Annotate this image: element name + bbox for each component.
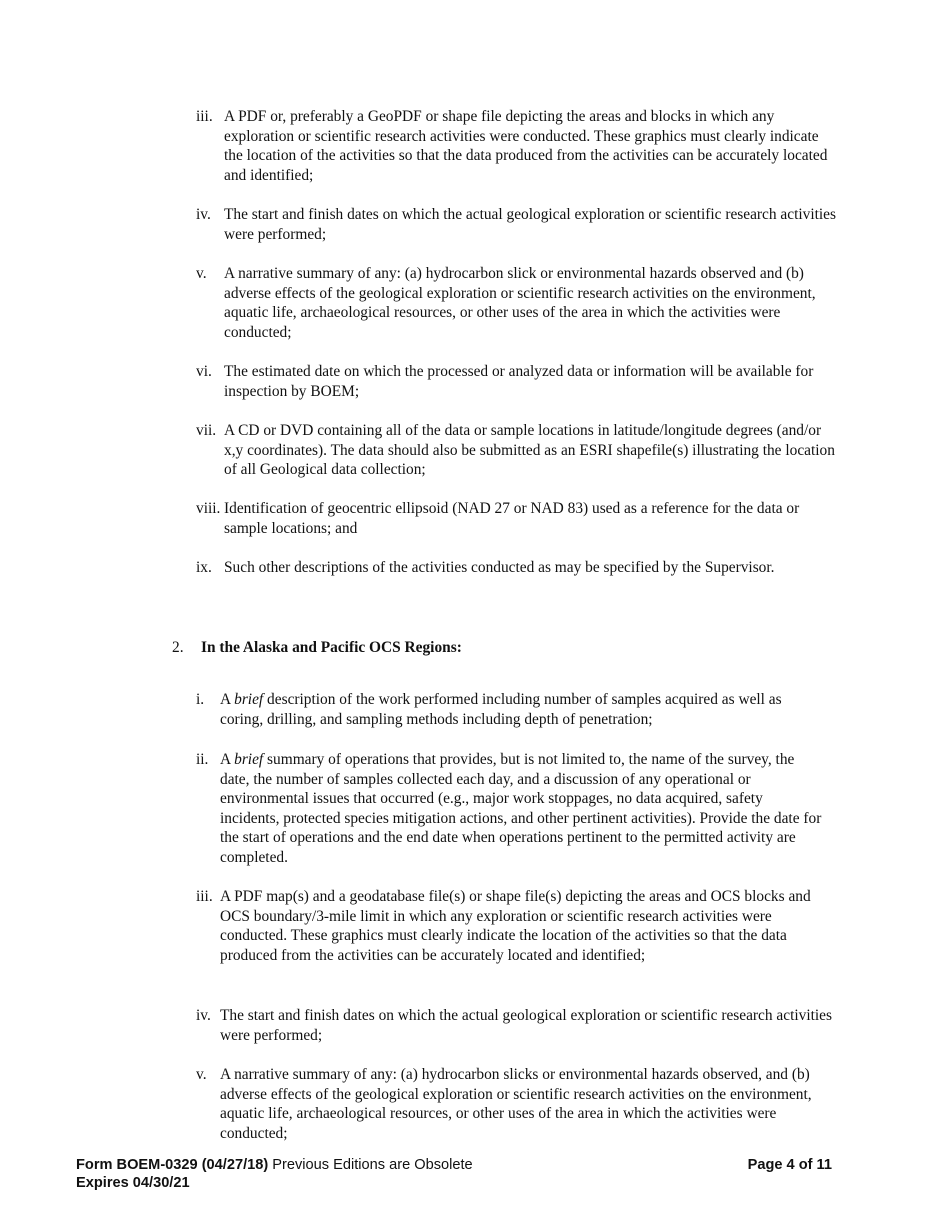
list-item-number: ii.: [196, 751, 209, 768]
list-item-number: i.: [196, 691, 205, 708]
list-item-number: ix.: [196, 559, 212, 576]
list-item-text: The estimated date on which the processed or analyzed data or information will be available for inspection by BOEM;: [224, 363, 814, 400]
section-title: In the Alaska and Pacific OCS Regions:: [201, 639, 462, 656]
list-item: [196, 107, 836, 185]
list-item-number: vii.: [196, 422, 217, 439]
emphasis-brief: brief: [234, 691, 264, 708]
list-item-number: viii.: [196, 500, 221, 517]
section-heading: [172, 638, 462, 658]
list-item: [196, 750, 826, 868]
list-item-text: A brief description of the work performed including number of samples acquired as well as coring, drilling, and sampling methods including depth of penetration;: [220, 691, 782, 728]
list-item: [196, 421, 836, 480]
list-item-number: iv.: [196, 206, 211, 223]
list-item: [196, 205, 836, 244]
list-item-text: A CD or DVD containing all of the data or sample locations in latitude/longitude degrees (and/or x,y coordinates). The data should also be submitted as an ESRI shapefile(s) illustrating the location of all Geological data collection;: [224, 422, 835, 479]
list-item-text: The start and finish dates on which the actual geological exploration or scientific research activities were performed;: [220, 1007, 832, 1044]
list-item-number: v.: [196, 265, 207, 282]
form-line: [76, 1156, 832, 1174]
list-item: [196, 499, 836, 538]
list-item: [196, 690, 826, 729]
form-id: Form BOEM-0329 (04/27/18): [76, 1157, 269, 1173]
list-item-number: iv.: [196, 1007, 211, 1024]
list-item-text: The start and finish dates on which the actual geological exploration or scientific research activities were performed;: [224, 206, 836, 243]
emphasis-brief: brief: [234, 751, 264, 768]
list-item-text: A narrative summary of any: (a) hydrocarbon slick or environmental hazards observed and (b) adverse effects of the geological exploration or scientific research activities on the environment, aquatic life, archaeological resources, or other uses of the area in which the activities were conducted;: [224, 265, 816, 341]
list-item: [196, 887, 826, 965]
expiration-date: Expires 04/30/21: [76, 1175, 190, 1191]
section-number: 2.: [172, 639, 184, 656]
list-item-number: vi.: [196, 363, 212, 380]
list-item: [196, 558, 776, 578]
page-number: Page 4 of 11: [747, 1157, 832, 1173]
list-item: [196, 362, 836, 401]
list-item-text: A PDF map(s) and a geodatabase file(s) or shape file(s) depicting the areas and OCS blocks and OCS boundary/3-mile limit in which any exploration or scientific research activities were conducted. These graphics must clearly indicate the location of the activities so that the data produced from the activities can be accurately located and identified;: [220, 888, 811, 964]
list-item-text: Identification of geocentric ellipsoid (NAD 27 or NAD 83) used as a reference for the data or sample locations; and: [224, 500, 800, 537]
list-item-number: v.: [196, 1066, 207, 1083]
editions-note: Previous Editions are Obsolete: [268, 1157, 473, 1173]
list-item-number: iii.: [196, 108, 213, 125]
list-item-text: Such other descriptions of the activities conducted as may be specified by the Supervisor.: [224, 559, 775, 576]
page-footer: [76, 1156, 832, 1192]
list-item-text: A narrative summary of any: (a) hydrocarbon slicks or environmental hazards observed, and (b) adverse effects of the geological exploration or scientific research activities on the environment, aquatic life, archaeological resources, or other uses of the area in which the activities were conducted;: [220, 1066, 812, 1142]
list-item-text: A brief summary of operations that provides, but is not limited to, the name of the survey, the date, the number of samples collected each day, and a discussion of any operational or environmental issues that occurred (e.g., major work stoppages, no data acquired, safety incidents, protected species mitigation actions, and other pertinent activities). Provide the date for the start of operations and the end date when operations pertinent to the permitted activity are completed.: [220, 751, 822, 866]
list-item: [196, 1065, 826, 1143]
list-item: [196, 1006, 836, 1045]
list-item-number: iii.: [196, 888, 213, 905]
list-item: [196, 264, 836, 342]
list-item-text: A PDF or, preferably a GeoPDF or shape file depicting the areas and blocks in which any exploration or scientific research activities were conducted. These graphics must clearly indicate the location of the activities so that the data produced from the activities can be accurately located and identified;: [224, 108, 828, 184]
